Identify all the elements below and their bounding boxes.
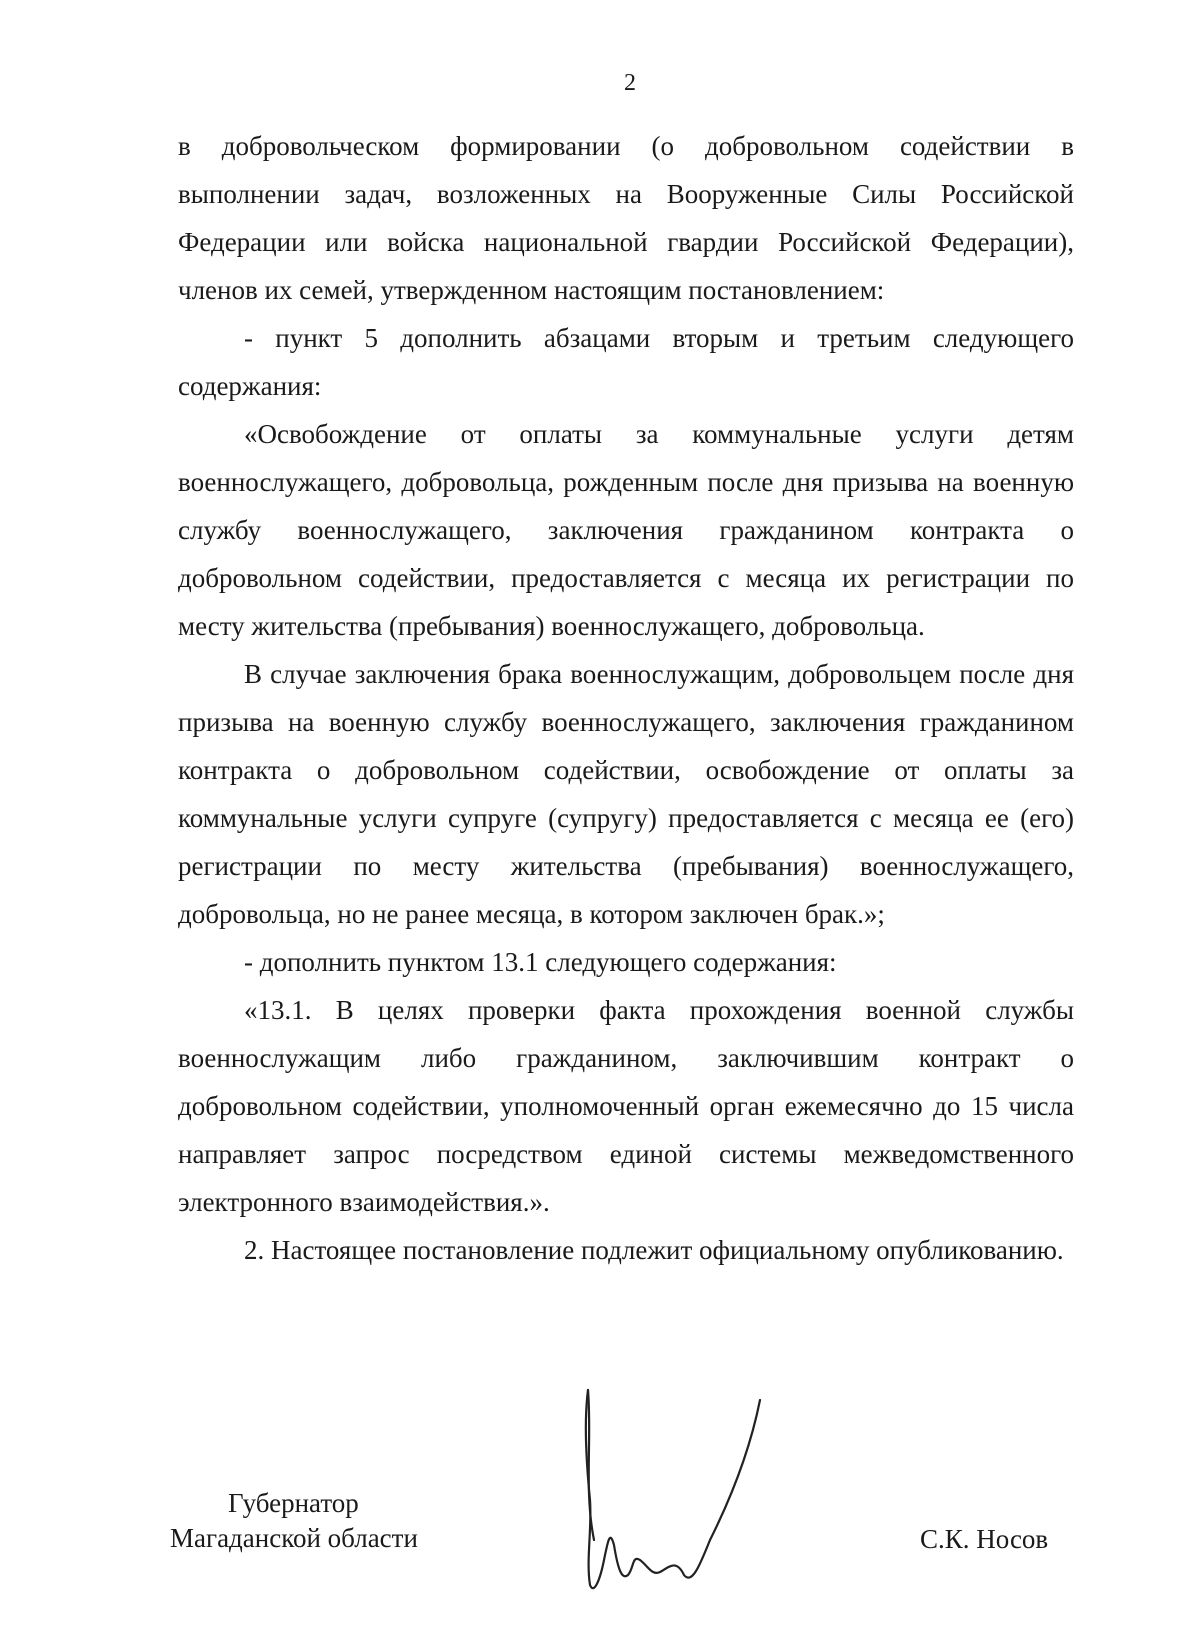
- paragraph-quote-spouse: В случае заключения брака военнослужащим, добровольцем после дня призыва на военную службу военнослужащего, заключения гражданином контракта о добровольном содействии, освобождение от оплаты за коммунальные услуги супруге (супругу) предоставляется с месяца ее (его) регистрации по месту жительства (пребывания) военнослужащего, добровольца, но не ранее месяца, в котором заключен брак.»;: [178, 659, 1074, 929]
- paragraph-amendment-point-5: - пункт 5 дополнить абзацами вторым и третьим следующего содержания:: [178, 323, 1074, 401]
- paragraph-quote-13-1: «13.1. В целях проверки факта прохождения военной службы военнослужащим либо гражданином, заключившим контракт о добровольном содействии, уполномоченный орган ежемесячно до 15 числа направляет запрос посредством единой системы межведомственного электронного взаимодействия.».: [178, 995, 1074, 1217]
- page-number: 2: [624, 70, 636, 96]
- signatory-region: Магаданской области: [170, 1523, 418, 1553]
- signatory-position: [170, 1486, 418, 1556]
- paragraph-publication: 2. Настоящее постановление подлежит официальному опубликованию.: [244, 1235, 1064, 1265]
- paragraph-continuation: в добровольческом формировании (о добровольном содействии в выполнении задач, возложенных на Вооруженные Силы Российской Федерации или войска национальной гвардии Российской Федерации), членов их семей, утвержденном настоящим постановлением:: [178, 131, 1074, 305]
- document-body: [178, 122, 1074, 1274]
- signatory-name: С.К. Носов: [920, 1524, 1049, 1554]
- paragraph-amendment-point-13-1: - дополнить пунктом 13.1 следующего содержания:: [244, 947, 837, 977]
- signatory-title: Губернатор: [228, 1488, 359, 1518]
- handwritten-signature: [580, 1380, 780, 1600]
- paragraph-quote-children: «Освобождение от оплаты за коммунальные услуги детям военнослужащего, добровольца, рожденным после дня призыва на военную службу военнослужащего, заключения гражданином контракта о добровольном содействии, предоставляется с месяца их регистрации по месту жительства (пребывания) военнослужащего, добровольца.: [178, 419, 1074, 641]
